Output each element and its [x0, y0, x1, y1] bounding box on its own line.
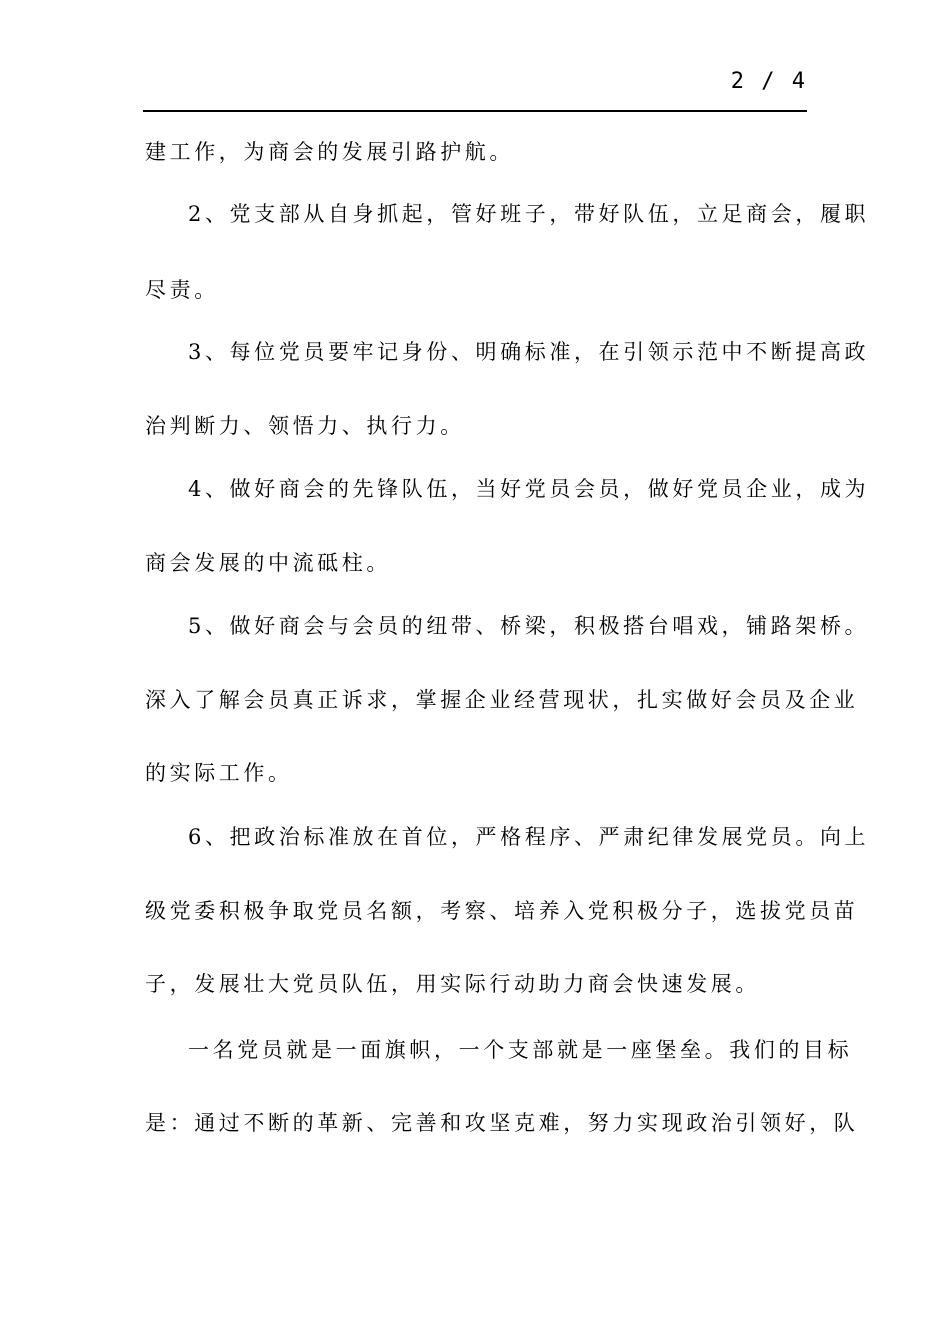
- text-line: 尽责。: [145, 278, 219, 302]
- header-divider: [143, 110, 807, 112]
- text-line: 6、把政治标准放在首位，严格程序、严肃纪律发展党员。向上: [188, 825, 870, 849]
- text-line: 3、每位党员要牢记身份、明确标准，在引领示范中不断提高政: [188, 340, 870, 364]
- text-line: 建工作，为商会的发展引路护航。: [145, 140, 514, 164]
- text-line: 商会发展的中流砥柱。: [145, 551, 391, 575]
- text-line: 5、做好商会与会员的纽带、桥梁，积极搭台唱戏，铺路架桥。: [188, 614, 870, 638]
- text-line: 是：通过不断的革新、完善和攻坚克难，努力实现政治引领好，队: [145, 1111, 859, 1135]
- text-line: 的实际工作。: [145, 761, 293, 785]
- text-line: 深入了解会员真正诉求，掌握企业经营现状，扎实做好会员及企业: [145, 688, 859, 712]
- text-line: 子，发展壮大党员队伍，用实际行动助力商会快速发展。: [145, 972, 760, 996]
- text-line: 治判断力、领悟力、执行力。: [145, 414, 465, 438]
- page-number: 2 / 4: [730, 69, 807, 94]
- text-line: 一名党员就是一面旗帜，一个支部就是一座堡垒。我们的目标: [188, 1038, 853, 1062]
- text-line: 级党委积极争取党员名额，考察、培养入党积极分子，选拔党员苗: [145, 899, 859, 923]
- text-line: 2、党支部从自身抓起，管好班子，带好队伍，立足商会，履职: [188, 202, 870, 226]
- text-line: 4、做好商会的先锋队伍，当好党员会员，做好党员企业，成为: [188, 477, 870, 501]
